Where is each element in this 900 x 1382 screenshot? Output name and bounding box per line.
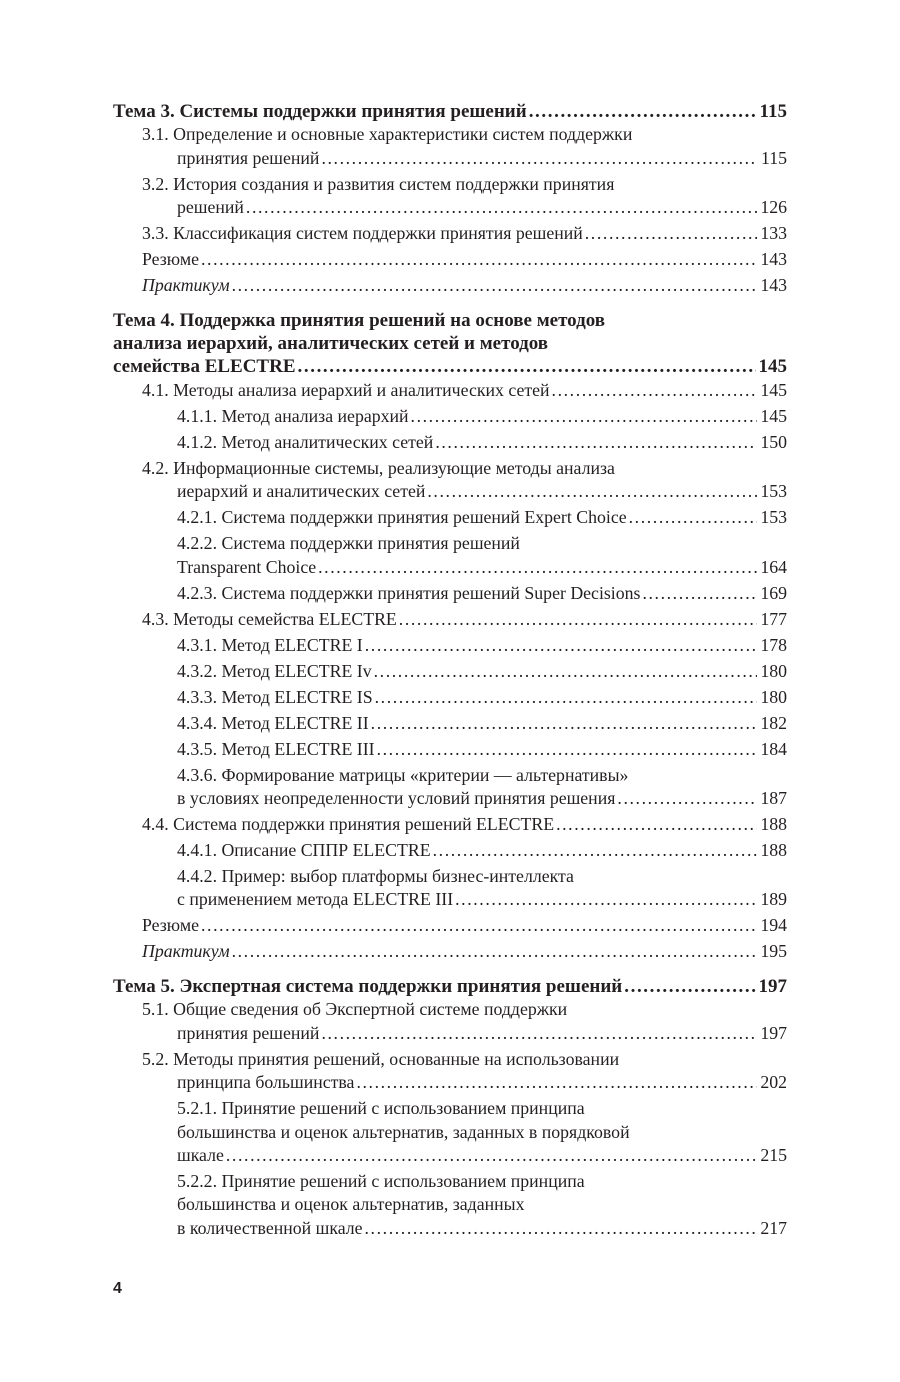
toc-entry-title: 4.1.1. Метод анализа иерархий bbox=[177, 405, 409, 426]
toc-entry-title-cont: анализа иерархий, аналитических сетей и методов bbox=[113, 333, 549, 355]
toc-topic-3[interactable] bbox=[113, 100, 787, 123]
toc-entry-title: Практикум bbox=[142, 941, 230, 962]
toc-entry-4-4[interactable] bbox=[113, 813, 787, 836]
toc-page-number: 169 bbox=[760, 582, 787, 603]
toc-entry-title: 4.4.1. Описание СППР ELECTRE bbox=[177, 840, 431, 861]
toc-entry-title: Тема 3. Системы поддержки принятия решений bbox=[113, 101, 527, 122]
table-of-contents bbox=[113, 100, 787, 1240]
dot-leader bbox=[411, 405, 758, 428]
toc-entry-3-3[interactable] bbox=[113, 222, 787, 245]
toc-entry-5-2[interactable] bbox=[113, 1048, 787, 1095]
toc-page-number: 197 bbox=[760, 1022, 787, 1043]
toc-entry-title: 4.2.3. Система поддержки принятия решений Super Decisions bbox=[177, 582, 641, 603]
toc-entry-3-resume[interactable] bbox=[113, 248, 787, 271]
toc-entry-4-2-3[interactable] bbox=[113, 582, 787, 605]
dot-leader bbox=[427, 480, 757, 503]
toc-entry-title-cont: иерархий и аналитических сетей bbox=[177, 481, 426, 502]
dot-leader bbox=[552, 379, 758, 402]
toc-page-number: 143 bbox=[760, 275, 787, 296]
toc-entry-title: 4.3.6. Формирование матрицы «критерии — альтернативы» bbox=[177, 764, 629, 785]
toc-entry-4-3-3[interactable] bbox=[113, 686, 787, 709]
dot-leader bbox=[321, 147, 758, 170]
toc-entry-title: 4.2. Информационные системы, реализующие методы анализа bbox=[142, 457, 615, 478]
toc-page-number: 178 bbox=[760, 634, 787, 655]
dot-leader bbox=[556, 813, 757, 836]
toc-entry-3-practicum[interactable] bbox=[113, 274, 787, 297]
toc-entry-title: 4.3.1. Метод ELECTRE I bbox=[177, 634, 363, 655]
toc-page-number: 133 bbox=[760, 223, 787, 244]
dot-leader bbox=[201, 248, 757, 271]
toc-page-number: 164 bbox=[760, 556, 787, 577]
toc-page-number: 194 bbox=[760, 915, 787, 936]
toc-entry-5-2-2[interactable] bbox=[113, 1170, 787, 1240]
toc-entry-title: Тема 5. Экспертная система поддержки принятия решений bbox=[113, 975, 623, 997]
dot-leader bbox=[585, 222, 758, 245]
toc-page-number: 215 bbox=[760, 1144, 787, 1165]
toc-entry-title: 4.3. Методы семейства ELECTRE bbox=[142, 608, 397, 629]
toc-page-number: 180 bbox=[760, 660, 787, 681]
toc-entry-title-cont: шкале bbox=[177, 1144, 224, 1165]
toc-entry-title: Практикум bbox=[142, 275, 230, 296]
toc-entry-title: 4.1. Методы анализа иерархий и аналитических сетей bbox=[142, 379, 550, 400]
toc-entry-title: 4.3.2. Метод ELECTRE Iv bbox=[177, 660, 372, 681]
toc-page-number: 126 bbox=[760, 197, 787, 218]
toc-page-number: 188 bbox=[760, 840, 787, 861]
toc-page-number: 153 bbox=[760, 507, 787, 528]
toc-entry-title: 5.2.2. Принятие решений с использованием принципа bbox=[177, 1170, 585, 1191]
toc-page-number: 145 bbox=[760, 405, 787, 426]
toc-entry-title: 4.1.2. Метод аналитических сетей bbox=[177, 431, 434, 452]
dot-leader bbox=[318, 556, 757, 579]
toc-entry-title: 4.2.1. Система поддержки принятия решений Expert Choice bbox=[177, 507, 627, 528]
dot-leader bbox=[399, 608, 758, 631]
toc-entry-title-cont: Transparent Choice bbox=[177, 556, 317, 577]
toc-topic-5[interactable] bbox=[113, 975, 787, 998]
toc-entry-title-cont: большинства и оценок альтернатив, заданных в порядковой bbox=[177, 1121, 630, 1142]
toc-page-number: 115 bbox=[759, 101, 787, 122]
toc-entry-title: 4.3.5. Метод ELECTRE III bbox=[177, 738, 375, 759]
toc-entry-4-4-1[interactable] bbox=[113, 839, 787, 862]
toc-entry-4-2-1[interactable] bbox=[113, 506, 787, 529]
toc-entry-title: 4.4. Система поддержки принятия решений ELECTRE bbox=[142, 814, 555, 835]
toc-entry-4-4-2[interactable] bbox=[113, 865, 787, 912]
dot-leader bbox=[226, 1144, 757, 1167]
toc-entry-title: 4.3.4. Метод ELECTRE II bbox=[177, 712, 369, 733]
toc-entry-4-1[interactable] bbox=[113, 379, 787, 402]
toc-entry-title: 3.2. История создания и развития систем поддержки принятия bbox=[142, 173, 615, 194]
dot-leader bbox=[435, 431, 757, 454]
dot-leader bbox=[246, 196, 757, 219]
toc-page-number: 217 bbox=[760, 1217, 787, 1238]
dot-leader bbox=[232, 274, 758, 297]
toc-entry-title: Резюме bbox=[142, 249, 199, 270]
toc-entry-title: Тема 4. Поддержка принятия решений на основе методов bbox=[113, 309, 606, 331]
dot-leader bbox=[377, 738, 758, 761]
dot-leader bbox=[624, 975, 755, 998]
dot-leader bbox=[529, 100, 757, 123]
toc-entry-4-2[interactable] bbox=[113, 457, 787, 504]
dot-leader bbox=[201, 914, 757, 937]
page-number: 4 bbox=[113, 1280, 122, 1297]
toc-page-number: 187 bbox=[760, 788, 787, 809]
toc-entry-title: 3.3. Классификация систем поддержки принятия решений bbox=[142, 223, 583, 244]
toc-page-number: 189 bbox=[760, 889, 787, 910]
toc-page-number: 145 bbox=[758, 356, 787, 378]
toc-entry-title: 5.2. Методы принятия решений, основанные на использовании bbox=[142, 1048, 620, 1069]
dot-leader bbox=[365, 1217, 758, 1240]
toc-entry-3-1[interactable] bbox=[113, 123, 787, 170]
dot-leader bbox=[365, 634, 758, 657]
dot-leader bbox=[374, 660, 758, 683]
toc-page-number: 197 bbox=[758, 975, 787, 997]
toc-entry-4-3-2[interactable] bbox=[113, 660, 787, 683]
dot-leader bbox=[371, 712, 758, 735]
toc-entry-title-cont: в условиях неопределенности условий принятия решения bbox=[177, 788, 616, 809]
toc-topic-4[interactable] bbox=[113, 309, 787, 379]
toc-page-number: 202 bbox=[760, 1072, 787, 1093]
toc-page-number: 150 bbox=[760, 431, 787, 452]
toc-entry-4-resume[interactable] bbox=[113, 914, 787, 937]
dot-leader bbox=[433, 839, 758, 862]
toc-entry-title-cont: большинства и оценок альтернатив, заданных bbox=[177, 1194, 525, 1215]
toc-entry-4-3-4[interactable] bbox=[113, 712, 787, 735]
toc-entry-4-3-5[interactable] bbox=[113, 738, 787, 761]
toc-page-number: 115 bbox=[760, 147, 787, 168]
toc-page-number: 195 bbox=[760, 941, 787, 962]
toc-page-number: 188 bbox=[760, 814, 787, 835]
toc-entry-5-2-1[interactable] bbox=[113, 1097, 787, 1167]
toc-entry-title: 4.4.2. Пример: выбор платформы бизнес-интеллекта bbox=[177, 866, 574, 887]
toc-page-number: 184 bbox=[760, 738, 787, 759]
toc-entry-title-cont: принятия решений bbox=[177, 147, 320, 168]
toc-entry-title: 4.3.3. Метод ELECTRE IS bbox=[177, 686, 373, 707]
toc-page-number: 145 bbox=[760, 379, 787, 400]
toc-entry-title-cont: решений bbox=[177, 197, 244, 218]
toc-entry-5-1[interactable] bbox=[113, 998, 787, 1045]
toc-entry-4-3-1[interactable] bbox=[113, 634, 787, 657]
dot-leader bbox=[455, 888, 757, 911]
toc-entry-title-cont: семейства ELECTRE bbox=[113, 356, 296, 378]
toc-entry-4-3-6[interactable] bbox=[113, 764, 787, 811]
toc-entry-4-2-2[interactable] bbox=[113, 532, 787, 579]
toc-entry-4-1-2[interactable] bbox=[113, 431, 787, 454]
toc-entry-title-cont: принципа большинства bbox=[177, 1072, 355, 1093]
toc-entry-title: Резюме bbox=[142, 915, 199, 936]
toc-entry-title: 5.2.1. Принятие решений с использованием принципа bbox=[177, 1098, 585, 1119]
toc-entry-4-3[interactable] bbox=[113, 608, 787, 631]
toc-entry-title: 3.1. Определение и основные характеристики систем поддержки bbox=[142, 124, 633, 145]
toc-entry-4-1-1[interactable] bbox=[113, 405, 787, 428]
toc-entry-3-2[interactable] bbox=[113, 173, 787, 220]
toc-page-number: 182 bbox=[760, 712, 787, 733]
toc-page-number: 153 bbox=[760, 481, 787, 502]
dot-leader bbox=[375, 686, 758, 709]
dot-leader bbox=[629, 506, 758, 529]
toc-entry-title-cont: в количественной шкале bbox=[177, 1217, 363, 1238]
dot-leader bbox=[298, 355, 756, 378]
toc-page-number: 180 bbox=[760, 686, 787, 707]
toc-entry-title-cont: принятия решений bbox=[177, 1022, 320, 1043]
dot-leader bbox=[617, 787, 757, 810]
dot-leader bbox=[232, 940, 758, 963]
toc-page-number: 143 bbox=[760, 249, 787, 270]
toc-entry-title: 5.1. Общие сведения об Экспертной системе поддержки bbox=[142, 999, 568, 1020]
toc-entry-title-cont: с применением метода ELECTRE III bbox=[177, 889, 454, 910]
dot-leader bbox=[642, 582, 757, 605]
dot-leader bbox=[321, 1022, 757, 1045]
toc-entry-4-practicum[interactable] bbox=[113, 940, 787, 963]
toc-entry-title: 4.2.2. Система поддержки принятия решений bbox=[177, 533, 520, 554]
toc-page-number: 177 bbox=[760, 608, 787, 629]
dot-leader bbox=[356, 1071, 757, 1094]
